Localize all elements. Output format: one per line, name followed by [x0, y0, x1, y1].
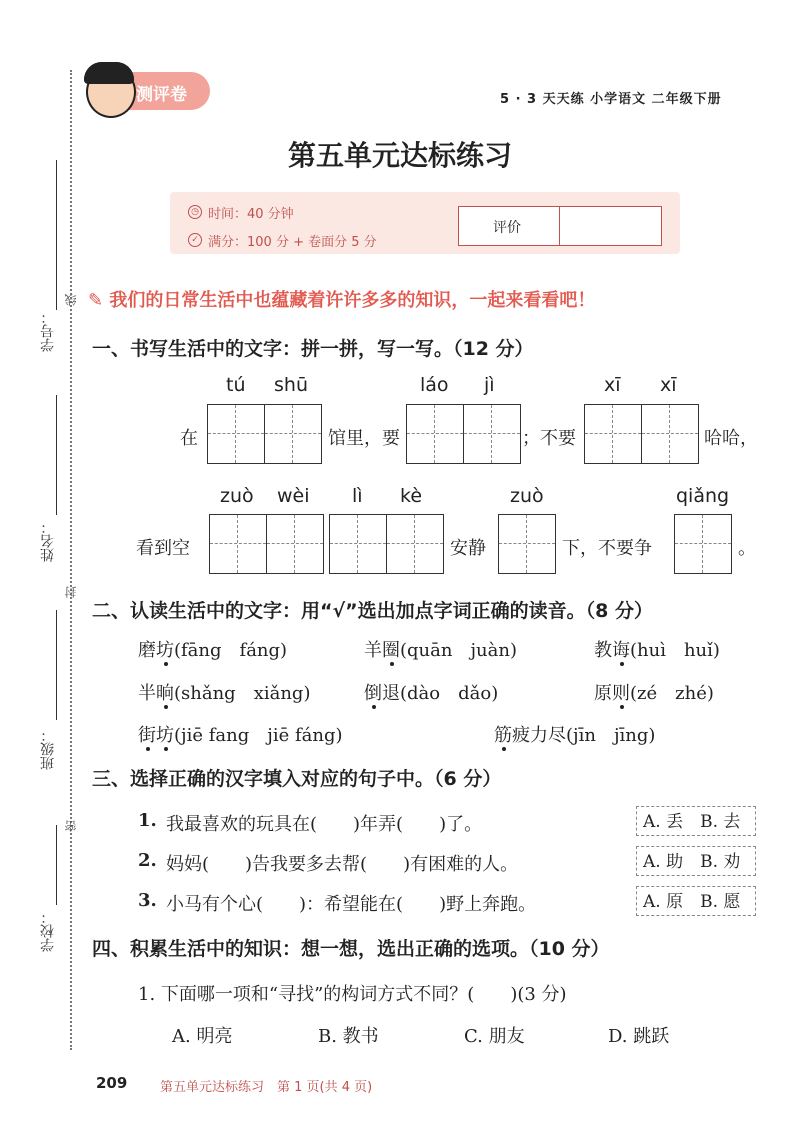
margin-label-name: 姓名：: [40, 520, 56, 562]
margin-mark: 封: [64, 586, 78, 598]
emphasis-dot: [620, 662, 624, 666]
margin-rule: [56, 610, 57, 720]
section-3-heading: 三、选择正确的汉字填入对应的句子中。（6 分）: [92, 768, 502, 790]
margin-rule: [56, 160, 57, 310]
text: ；不要: [522, 428, 576, 449]
margin-label-school: 学校：: [40, 910, 56, 952]
margin-rule: [56, 395, 57, 515]
option-box: A. 丢 B. 去: [636, 806, 756, 836]
emphasis-dot: [620, 705, 624, 709]
page-number: 209: [96, 1074, 128, 1092]
writing-grid[interactable]: [207, 404, 322, 464]
footer-text: 第五单元达标练习 第 1 页(共 4 页): [160, 1080, 373, 1095]
pinyin: tú: [226, 374, 246, 396]
choice-d[interactable]: D. 跳跃: [608, 1026, 670, 1047]
reading-item[interactable]: 倒退(dào dǎo): [364, 683, 499, 704]
evaluation-box[interactable]: [458, 206, 662, 246]
margin-mark: 密: [64, 820, 78, 832]
text: 在: [180, 428, 198, 449]
reading-item[interactable]: 教诲(huì huǐ): [594, 640, 720, 661]
section-2-heading: 二、认读生活中的文字：用“√”选出加点字词正确的读音。（8 分）: [92, 600, 653, 622]
option-box: A. 原 B. 愿: [636, 886, 756, 916]
text: 馆里，要: [328, 428, 400, 449]
emphasis-dot: [146, 747, 150, 751]
reading-item[interactable]: 街坊(jiē fang jiē fáng): [138, 725, 343, 746]
writing-grid[interactable]: [498, 514, 556, 574]
pinyin: lì: [352, 485, 363, 507]
pinyin: zuò: [510, 485, 544, 507]
text: 下，不要争: [562, 538, 652, 559]
mascot-hair-icon: [84, 62, 134, 84]
emphasis-dot: [390, 662, 394, 666]
pinyin: wèi: [277, 485, 310, 507]
section-1-heading: 一、书写生活中的文字：拼一拼，写一写。（12 分）: [92, 338, 534, 360]
page-title: 第五单元达标练习: [287, 139, 512, 172]
intro-sentence: 我们的日常生活中也蕴藏着许许多多的知识，一起来看看吧！: [109, 290, 596, 311]
question-text[interactable]: 妈妈( )告我要多去帮( )有困难的人。: [166, 854, 519, 875]
check-icon: ✓: [188, 233, 202, 247]
pinyin: xī: [604, 374, 621, 396]
text: 安静: [450, 538, 486, 559]
question-number: 1.: [138, 810, 157, 831]
pinyin: xī: [660, 374, 677, 396]
margin-mark: 线: [64, 294, 78, 306]
choice-c[interactable]: C. 朋友: [464, 1026, 525, 1047]
pinyin: jì: [484, 374, 495, 396]
emphasis-dot: [502, 747, 506, 751]
clock-icon: ◷: [188, 205, 202, 219]
text: 。: [738, 538, 756, 559]
emphasis-dot: [164, 662, 168, 666]
pinyin: zuò: [220, 485, 254, 507]
question-number: 3.: [138, 890, 157, 911]
emphasis-dot: [164, 705, 168, 709]
text: 看到空: [136, 538, 190, 559]
question-text[interactable]: 小马有个心( )：希望能在( )野上奔跑。: [166, 894, 537, 915]
reading-item[interactable]: 半晌(shǎng xiǎng): [138, 683, 311, 704]
pinyin: láo: [420, 374, 449, 396]
choice-a[interactable]: A. 明亮: [172, 1026, 233, 1047]
writing-grid[interactable]: [674, 514, 732, 574]
score-info: 满分：100 分 + 卷面分 5 分: [208, 235, 377, 250]
eval-label: 评价: [493, 220, 521, 236]
pinyin: kè: [400, 485, 423, 507]
time-info: 时间：40 分钟: [208, 207, 294, 222]
writing-grid[interactable]: [584, 404, 699, 464]
choice-b[interactable]: B. 教书: [318, 1026, 379, 1047]
reading-item[interactable]: 筋疲力尽(jīn jīng): [494, 725, 656, 746]
reading-item[interactable]: 羊圈(quān juàn): [364, 640, 517, 661]
intro-text: ✎ 我们的日常生活中也蕴藏着许许多多的知识，一起来看看吧！: [88, 290, 596, 311]
question-text[interactable]: 我最喜欢的玩具在( )年弄( )了。: [166, 814, 483, 835]
option-box: A. 助 B. 劝: [636, 846, 756, 876]
emphasis-dot: [372, 705, 376, 709]
writing-grid[interactable]: [209, 514, 324, 574]
writing-grid[interactable]: [329, 514, 444, 574]
pinyin: shū: [274, 374, 308, 396]
reading-item[interactable]: 原则(zé zhé): [594, 683, 714, 704]
margin-label-class: 班级：: [40, 728, 56, 770]
margin-rule: [56, 825, 57, 905]
badge-label: 测评卷: [136, 85, 187, 105]
question-number: 2.: [138, 850, 157, 871]
binding-line: [70, 70, 72, 1050]
writing-grid[interactable]: [406, 404, 521, 464]
text: 哈哈，: [704, 428, 758, 449]
section-4-heading: 四、积累生活中的知识：想一想，选出正确的选项。（10 分）: [92, 938, 610, 960]
question-text[interactable]: 1. 下面哪一项和“寻找”的构词方式不同？( )(3 分): [138, 984, 567, 1005]
emphasis-dot: [164, 747, 168, 751]
book-info: 5 · 3 天天练 小学语文 二年级下册: [500, 92, 722, 107]
reading-item[interactable]: 磨坊(fāng fáng): [138, 640, 288, 661]
margin-label-id: 学号：: [40, 310, 56, 352]
pinyin: qiǎng: [676, 485, 730, 507]
